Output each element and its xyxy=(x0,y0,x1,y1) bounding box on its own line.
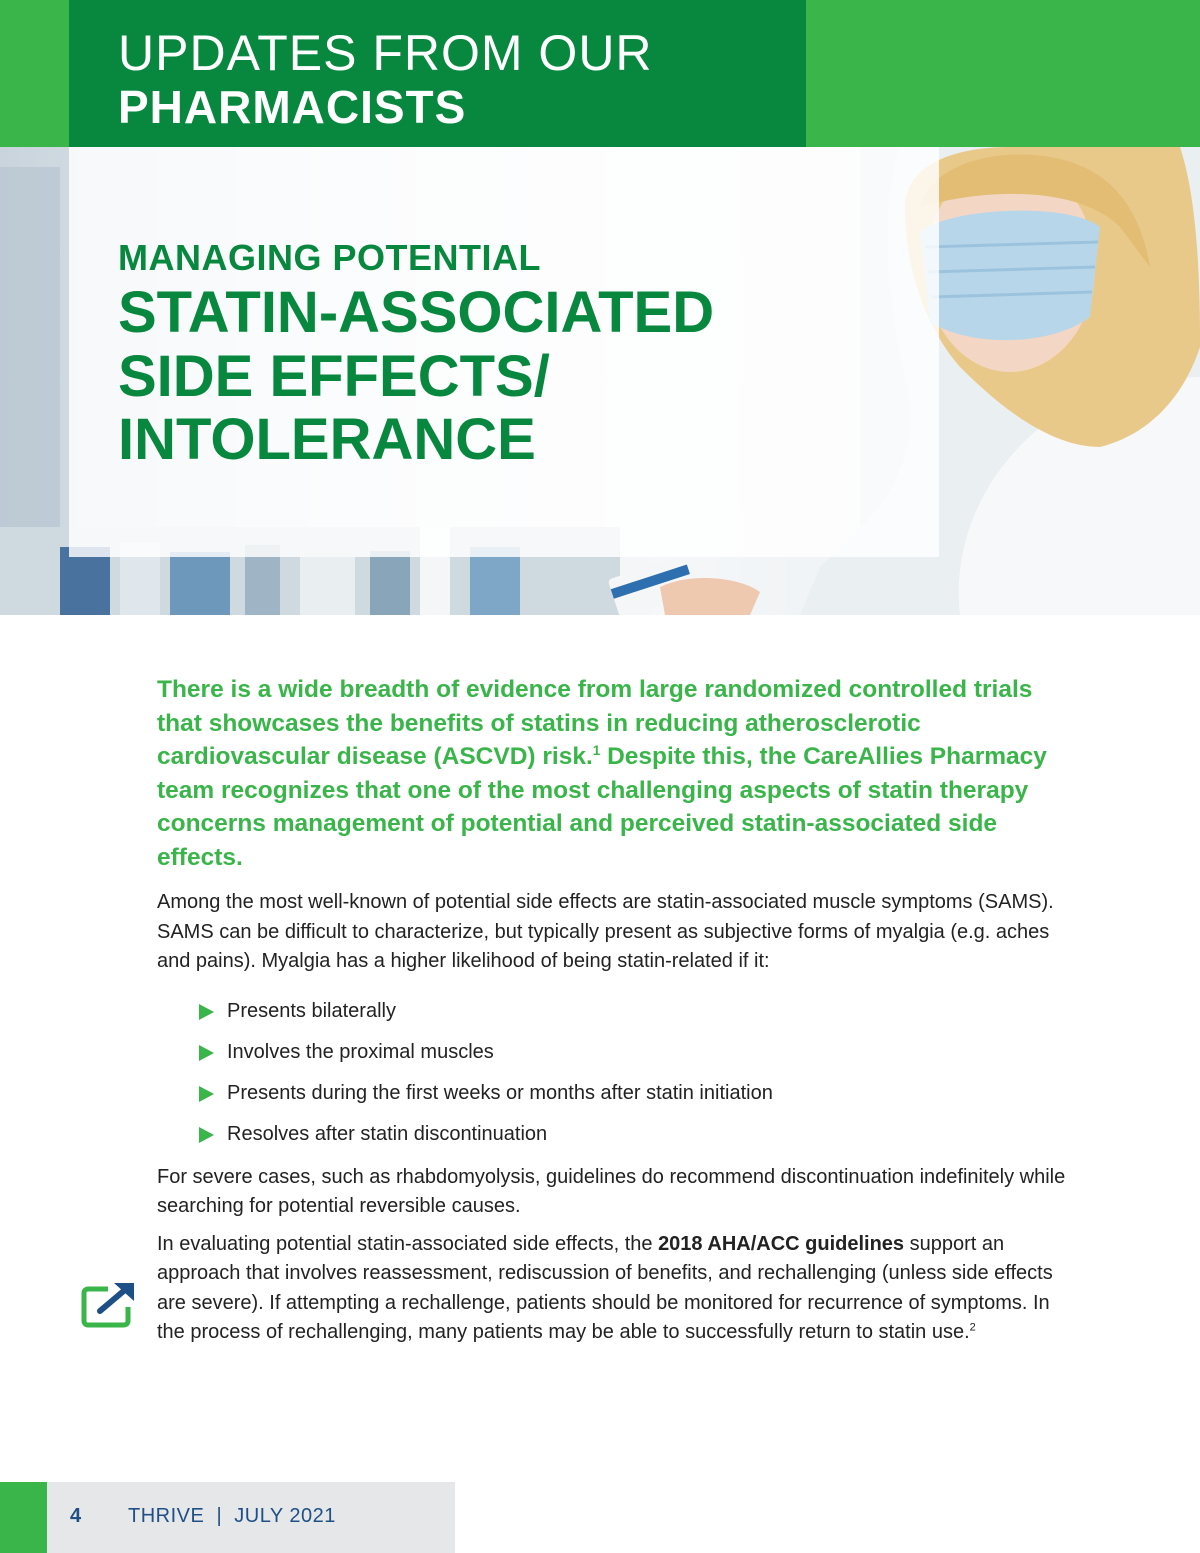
section-title xyxy=(118,25,653,133)
issue-date: JULY 2021 xyxy=(234,1505,336,1527)
guidelines-text-part2: support an approach that involves reassessment, rediscussion of benefits, and rechallenging (unless side effects are severe). If attempting a rechallenge, patients should be monitored for recurrence of symptoms. In the process of rechallenging, many patients may be able to successfully return to statin use. xyxy=(157,1232,1053,1343)
article-body xyxy=(157,673,1067,1348)
paragraph-sams: Among the most well-known of potential side effects are statin-associated muscle symptoms (SAMS). SAMS can be difficult to characterize, but typically present as subjective forms of myalgia (e.g. aches and pains). Myalgia has a higher likelihood of being statin-related if it: xyxy=(157,891,1054,972)
publication-info xyxy=(128,1505,336,1528)
article-title xyxy=(118,239,714,472)
list-item xyxy=(199,1120,1067,1149)
publication-name: THRIVE xyxy=(128,1505,205,1527)
triangle-bullet-icon xyxy=(199,1127,214,1143)
lead-text-part1: There is a wide breadth of evidence from large randomized controlled trials that showcases the benefits of statins in reducing atherosclerotic cardiovascular disease (ASCVD) risk. xyxy=(157,676,1033,770)
footnote-ref-1: 1 xyxy=(592,742,601,758)
triangle-bullet-icon xyxy=(199,1086,214,1102)
footer-separator: | xyxy=(216,1505,223,1527)
paragraph-guidelines xyxy=(157,1230,1067,1348)
footer-accent xyxy=(0,1482,47,1553)
article-headline-line2: SIDE EFFECTS/ xyxy=(118,343,550,409)
triangle-bullet-icon xyxy=(199,1004,214,1020)
list-item xyxy=(199,1038,1067,1067)
list-item xyxy=(199,997,1067,1026)
footnote-ref-2: 2 xyxy=(969,1321,976,1334)
list-item-text: Presents bilaterally xyxy=(227,999,396,1022)
article-headline-line1: STATIN-ASSOCIATED xyxy=(118,279,715,345)
guidelines-link[interactable]: 2018 AHA/ACC guidelines xyxy=(658,1232,905,1255)
article-kicker: MANAGING POTENTIAL xyxy=(118,237,541,278)
hero-image xyxy=(0,147,1200,615)
criteria-list xyxy=(157,997,1067,1149)
paragraph-severe-cases: For severe cases, such as rhabdomyolysis, guidelines do recommend discontinuation indefinitely while searching for potential reversible causes. xyxy=(157,1165,1066,1217)
article-headline-line3: INTOLERANCE xyxy=(118,407,536,473)
guidelines-text-part1: In evaluating potential statin-associated side effects, the xyxy=(157,1232,659,1255)
section-title-line2: PHARMACISTS xyxy=(118,81,467,133)
external-link-icon[interactable] xyxy=(80,1279,136,1331)
triangle-bullet-icon xyxy=(199,1045,214,1061)
page-number: 4 xyxy=(70,1505,82,1527)
list-item-text: Involves the proximal muscles xyxy=(227,1040,494,1063)
lead-paragraph xyxy=(157,673,1067,874)
section-title-line1: UPDATES FROM OUR xyxy=(118,25,653,81)
list-item-text: Resolves after statin discontinuation xyxy=(227,1122,548,1145)
list-item-text: Presents during the first weeks or months after statin initiation xyxy=(227,1081,773,1104)
list-item xyxy=(199,1079,1067,1108)
lead-text-part2: Despite this, the CareAllies Pharmacy team recognizes that one of the most challenging aspects of statin therapy concerns management of potential and perceived statin-associated side effects. xyxy=(157,743,1047,871)
